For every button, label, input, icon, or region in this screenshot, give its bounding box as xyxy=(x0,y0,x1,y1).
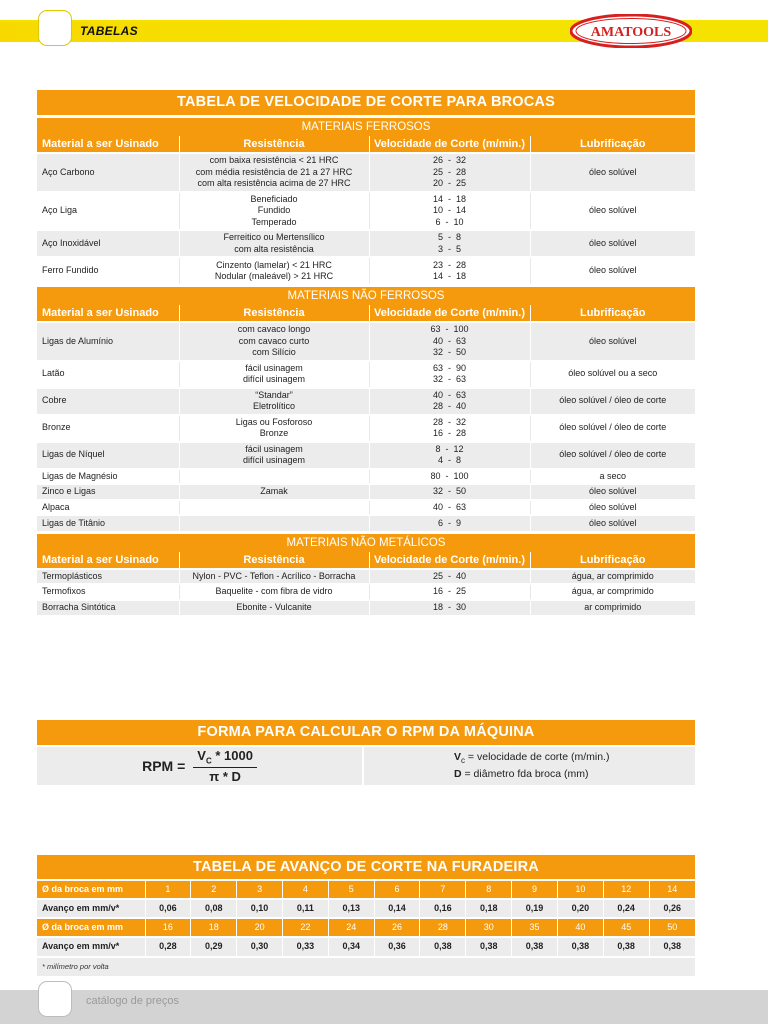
material-cell: Ligas de Níquel xyxy=(37,442,179,469)
speed-line: 14 - 18 xyxy=(432,193,467,204)
feed-cell: 0,10 xyxy=(237,899,283,918)
rpm-formula-section xyxy=(37,720,695,785)
resistance-line: Nylon - PVC - Teflon - Acrílico - Borracha xyxy=(192,570,356,581)
speed-cell xyxy=(369,515,530,531)
speed-line: 28 - 40 xyxy=(432,401,467,411)
resistance-line: difícil usinagem xyxy=(242,374,306,384)
speed-line: 26 - 32 xyxy=(432,155,467,165)
resistance-cell xyxy=(179,388,369,415)
resistance-line: Baquelite - com fibra de vidro xyxy=(215,586,333,596)
column-header: Material a ser Usinado xyxy=(37,552,179,569)
feed-cell: 3 xyxy=(237,880,283,899)
feed-cell: 9 xyxy=(512,880,558,899)
speed-line: 40 - 63 xyxy=(432,335,467,346)
column-header: Velocidade de Corte (m/min.) xyxy=(369,552,530,569)
feed-cell: 0,38 xyxy=(466,937,512,956)
table-row xyxy=(37,361,695,388)
speed-table xyxy=(37,305,695,531)
lubrication-cell: óleo solúvel xyxy=(530,515,695,531)
speed-line: 18 - 30 xyxy=(432,602,467,612)
feed-cell: 28 xyxy=(420,918,466,937)
resistance-cell xyxy=(179,469,369,485)
material-cell: Ligas de Magnésio xyxy=(37,469,179,485)
lubrication-cell: óleo solúvel xyxy=(530,230,695,257)
resistance-cell xyxy=(179,322,369,361)
feed-cell: 14 xyxy=(649,880,695,899)
feed-footnote: * milímetro por volta xyxy=(37,958,695,976)
resistance-line: com baixa resistência < 21 HRC xyxy=(209,155,339,165)
speed-groups xyxy=(37,118,695,615)
resistance-cell xyxy=(179,192,369,231)
lubrication-cell: ar comprimido xyxy=(530,600,695,616)
rpm-lhs: RPM = xyxy=(142,758,186,774)
lubrication-cell: óleo solúvel / óleo de corte xyxy=(530,442,695,469)
material-cell: Alpaca xyxy=(37,500,179,516)
speed-cell xyxy=(369,469,530,485)
feed-cell: 0,06 xyxy=(145,899,191,918)
feed-cell: 2 xyxy=(191,880,237,899)
column-header: Lubrificação xyxy=(530,136,695,153)
speed-line: 32 - 50 xyxy=(432,347,467,357)
legend-d-symbol: D xyxy=(454,767,462,780)
resistance-line: com Silício xyxy=(252,347,296,357)
column-header: Velocidade de Corte (m/min.) xyxy=(369,305,530,322)
speed-line: 16 - 28 xyxy=(432,428,467,438)
material-cell: Ferro Fundido xyxy=(37,257,179,284)
feed-cell: 1 xyxy=(145,880,191,899)
speed-line: 32 - 63 xyxy=(432,374,467,384)
feed-cell: 12 xyxy=(603,880,649,899)
feed-row xyxy=(37,918,695,937)
resistance-cell xyxy=(179,257,369,284)
material-cell: Ligas de Titânio xyxy=(37,515,179,531)
column-header: Material a ser Usinado xyxy=(37,136,179,153)
feed-cell: 20 xyxy=(237,918,283,937)
speed-line: 5 - 8 xyxy=(437,232,461,242)
speed-line: 16 - 25 xyxy=(432,586,467,596)
rpm-formula-box xyxy=(37,747,695,785)
group-title: MATERIAIS NÃO METÁLICOS xyxy=(37,534,695,552)
speed-cell xyxy=(369,192,530,231)
material-cell: Latão xyxy=(37,361,179,388)
resistance-line: Eletrolítico xyxy=(252,401,296,411)
speed-line: 8 - 12 xyxy=(435,443,464,454)
section-tab-box xyxy=(38,10,72,46)
cutting-speed-title: TABELA DE VELOCIDADE DE CORTE PARA BROCAS xyxy=(37,90,695,115)
speed-line: 10 - 14 xyxy=(432,205,467,215)
group-title: MATERIAIS NÃO FERROSOS xyxy=(37,287,695,305)
speed-cell xyxy=(369,415,530,442)
legend-vc-text: = velocidade de corte (m/min.) xyxy=(465,751,610,764)
feed-row-label: Ø da broca em mm xyxy=(37,918,145,937)
resistance-line: com média resistência de 21 a 27 HRC xyxy=(195,166,353,177)
resistance-line: Beneficiado xyxy=(250,193,298,204)
numerator-sub: C xyxy=(205,756,212,766)
lubrication-cell: óleo solúvel ou a seco xyxy=(530,361,695,388)
feed-cell: 30 xyxy=(466,918,512,937)
resistance-line: fácil usinagem xyxy=(245,362,303,373)
feed-cell: 0,38 xyxy=(603,937,649,956)
lubrication-cell: óleo solúvel xyxy=(530,192,695,231)
speed-line: 3 - 5 xyxy=(437,243,461,254)
feed-cell: 0,11 xyxy=(282,899,328,918)
feed-cell: 0,38 xyxy=(420,937,466,956)
material-cell: Bronze xyxy=(37,415,179,442)
table-row xyxy=(37,442,695,469)
table-row xyxy=(37,230,695,257)
resistance-line: Nodular (maleável) > 21 HRC xyxy=(214,271,334,281)
feed-cell: 0,33 xyxy=(282,937,328,956)
speed-line: 63 - 100 xyxy=(430,324,469,334)
feed-cell: 50 xyxy=(649,918,695,937)
speed-table xyxy=(37,136,695,284)
feed-cell: 26 xyxy=(374,918,420,937)
material-cell: Aço Liga xyxy=(37,192,179,231)
feed-cell: 0,24 xyxy=(603,899,649,918)
table-row xyxy=(37,569,695,585)
column-header: Velocidade de Corte (m/min.) xyxy=(369,136,530,153)
legend-d-text: = diâmetro fda broca (mm) xyxy=(461,767,589,780)
resistance-cell xyxy=(179,361,369,388)
feed-cell: 0,36 xyxy=(374,937,420,956)
material-cell: Cobre xyxy=(37,388,179,415)
resistance-line: com cavaco longo xyxy=(237,324,311,334)
lubrication-cell: água, ar comprimido xyxy=(530,584,695,600)
lubrication-cell: óleo solúvel xyxy=(530,484,695,500)
material-cell: Aço Carbono xyxy=(37,153,179,192)
lubrication-cell: óleo solúvel xyxy=(530,257,695,284)
feed-cell: 22 xyxy=(282,918,328,937)
feed-row-label: Avanço em mm/v* xyxy=(37,899,145,918)
resistance-line: “Standar” xyxy=(255,389,293,400)
rpm-legend xyxy=(364,747,695,785)
column-header: Resistência xyxy=(179,136,369,153)
resistance-cell xyxy=(179,515,369,531)
speed-line: 63 - 90 xyxy=(432,362,467,373)
material-cell: Zinco e Ligas xyxy=(37,484,179,500)
table-row xyxy=(37,515,695,531)
table-row xyxy=(37,469,695,485)
resistance-cell xyxy=(179,442,369,469)
resistance-line: Fundido xyxy=(257,205,291,215)
rpm-denominator: π * D xyxy=(209,768,241,784)
speed-line: 4 - 8 xyxy=(437,455,461,465)
speed-cell xyxy=(369,569,530,585)
feed-cell: 0,08 xyxy=(191,899,237,918)
feed-cell: 4 xyxy=(282,880,328,899)
table-row xyxy=(37,322,695,361)
feed-cell: 5 xyxy=(328,880,374,899)
table-row xyxy=(37,153,695,192)
feed-row xyxy=(37,937,695,956)
feed-table xyxy=(37,879,695,956)
feed-cell: 0,29 xyxy=(191,937,237,956)
material-cell: Ligas de Alumínio xyxy=(37,322,179,361)
speed-cell xyxy=(369,230,530,257)
feed-cell: 0,16 xyxy=(420,899,466,918)
speed-cell xyxy=(369,600,530,616)
legend-vc-sub: c xyxy=(461,756,466,766)
feed-cell: 24 xyxy=(328,918,374,937)
speed-line: 40 - 63 xyxy=(432,501,467,512)
feed-cell: 0,34 xyxy=(328,937,374,956)
feed-section xyxy=(37,855,695,976)
resistance-line: Ebonite - Vulcanite xyxy=(236,602,312,612)
lubrication-cell: óleo solúvel xyxy=(530,500,695,516)
column-header: Resistência xyxy=(179,305,369,322)
table-row xyxy=(37,484,695,500)
feed-cell: 40 xyxy=(557,918,603,937)
speed-line: 25 - 28 xyxy=(432,166,467,177)
resistance-cell xyxy=(179,230,369,257)
resistance-line: Bronze xyxy=(259,428,289,438)
rpm-equation xyxy=(37,747,364,785)
legend-d xyxy=(454,768,695,781)
feed-row xyxy=(37,899,695,918)
feed-title: TABELA DE AVANÇO DE CORTE NA FURADEIRA xyxy=(37,855,695,879)
speed-line: 20 - 25 xyxy=(432,178,467,188)
resistance-line: Ferreitico ou Mertensílico xyxy=(223,232,325,242)
table-row xyxy=(37,257,695,284)
material-cell: Borracha Sintótica xyxy=(37,600,179,616)
table-row xyxy=(37,192,695,231)
feed-row xyxy=(37,880,695,899)
table-row xyxy=(37,584,695,600)
resistance-cell xyxy=(179,569,369,585)
speed-line: 25 - 40 xyxy=(432,570,467,581)
feed-cell: 6 xyxy=(374,880,420,899)
lubrication-cell: a seco xyxy=(530,469,695,485)
resistance-line: Cinzento (lamelar) < 21 HRC xyxy=(216,259,332,270)
resistance-cell xyxy=(179,584,369,600)
feed-cell: 0,38 xyxy=(649,937,695,956)
group-title: MATERIAIS FERROSOS xyxy=(37,118,695,136)
resistance-cell xyxy=(179,153,369,192)
speed-cell xyxy=(369,484,530,500)
speed-cell xyxy=(369,153,530,192)
numerator-rest: * 1000 xyxy=(211,748,253,764)
speed-line: 6 - 9 xyxy=(437,517,461,528)
resistance-line: Temperado xyxy=(251,216,297,227)
feed-row-label: Avanço em mm/v* xyxy=(37,937,145,956)
material-cell: Termofixos xyxy=(37,584,179,600)
feed-cell: 0,18 xyxy=(466,899,512,918)
table-row xyxy=(37,500,695,516)
feed-cell: 7 xyxy=(420,880,466,899)
numerator-symbol: V xyxy=(197,748,206,764)
legend-vc xyxy=(454,751,695,767)
resistance-cell xyxy=(179,484,369,500)
feed-cell: 0,13 xyxy=(328,899,374,918)
table-row xyxy=(37,415,695,442)
feed-cell: 35 xyxy=(512,918,558,937)
resistance-line: fácil usinagem xyxy=(245,443,303,454)
lubrication-cell: óleo solúvel xyxy=(530,153,695,192)
speed-cell xyxy=(369,500,530,516)
feed-cell: 0,38 xyxy=(512,937,558,956)
table-row xyxy=(37,600,695,616)
table-row xyxy=(37,388,695,415)
column-header: Lubrificação xyxy=(530,305,695,322)
speed-line: 23 - 28 xyxy=(432,259,467,270)
material-cell: Aço Inoxidável xyxy=(37,230,179,257)
footer-text: catálogo de preços xyxy=(86,995,179,1007)
speed-line: 40 - 63 xyxy=(432,389,467,400)
speed-cell xyxy=(369,388,530,415)
speed-table xyxy=(37,552,695,616)
column-header: Lubrificação xyxy=(530,552,695,569)
column-header: Material a ser Usinado xyxy=(37,305,179,322)
material-cell: Termoplásticos xyxy=(37,569,179,585)
rpm-numerator xyxy=(193,748,257,768)
footer-tab-box xyxy=(38,981,72,1017)
lubrication-cell: óleo solúvel xyxy=(530,322,695,361)
lubrication-cell: óleo solúvel / óleo de corte xyxy=(530,388,695,415)
resistance-line: Ligas ou Fosforoso xyxy=(235,416,313,427)
feed-cell: 8 xyxy=(466,880,512,899)
feed-cell: 0,20 xyxy=(557,899,603,918)
feed-cell: 0,26 xyxy=(649,899,695,918)
speed-line: 32 - 50 xyxy=(432,486,467,496)
lubrication-cell: óleo solúvel / óleo de corte xyxy=(530,415,695,442)
speed-line: 80 - 100 xyxy=(430,470,469,481)
feed-row-label: Ø da broca em mm xyxy=(37,880,145,899)
speed-line: 28 - 32 xyxy=(432,416,467,427)
feed-cell: 0,38 xyxy=(557,937,603,956)
speed-line: 14 - 18 xyxy=(432,271,467,281)
feed-cell: 18 xyxy=(191,918,237,937)
column-header: Resistência xyxy=(179,552,369,569)
cutting-speed-section xyxy=(37,90,695,615)
resistance-cell xyxy=(179,600,369,616)
feed-cell: 0,28 xyxy=(145,937,191,956)
amatools-logo xyxy=(570,14,692,48)
feed-cell: 0,19 xyxy=(512,899,558,918)
rpm-fraction xyxy=(193,748,257,784)
speed-line: 6 - 10 xyxy=(435,216,464,227)
speed-cell xyxy=(369,584,530,600)
resistance-cell xyxy=(179,415,369,442)
lubrication-cell: água, ar comprimido xyxy=(530,569,695,585)
resistance-line: com alta resistência xyxy=(234,243,314,254)
speed-cell xyxy=(369,442,530,469)
section-tag: TABELAS xyxy=(80,24,138,38)
speed-cell xyxy=(369,322,530,361)
legend-vc-symbol: V xyxy=(454,751,462,764)
brand-name: AMATOOLS xyxy=(590,25,672,40)
speed-cell xyxy=(369,257,530,284)
rpm-formula-title: FORMA PARA CALCULAR O RPM DA MÁQUINA xyxy=(37,720,695,745)
feed-cell: 0,30 xyxy=(237,937,283,956)
resistance-line: Zamak xyxy=(260,486,288,496)
resistance-line: com alta resistência acima de 27 HRC xyxy=(197,178,351,188)
resistance-line: com cavaco curto xyxy=(238,335,310,346)
feed-cell: 45 xyxy=(603,918,649,937)
feed-cell: 10 xyxy=(557,880,603,899)
resistance-line: difícil usinagem xyxy=(242,455,306,465)
feed-cell: 0,14 xyxy=(374,899,420,918)
resistance-cell xyxy=(179,500,369,516)
feed-cell: 16 xyxy=(145,918,191,937)
speed-cell xyxy=(369,361,530,388)
